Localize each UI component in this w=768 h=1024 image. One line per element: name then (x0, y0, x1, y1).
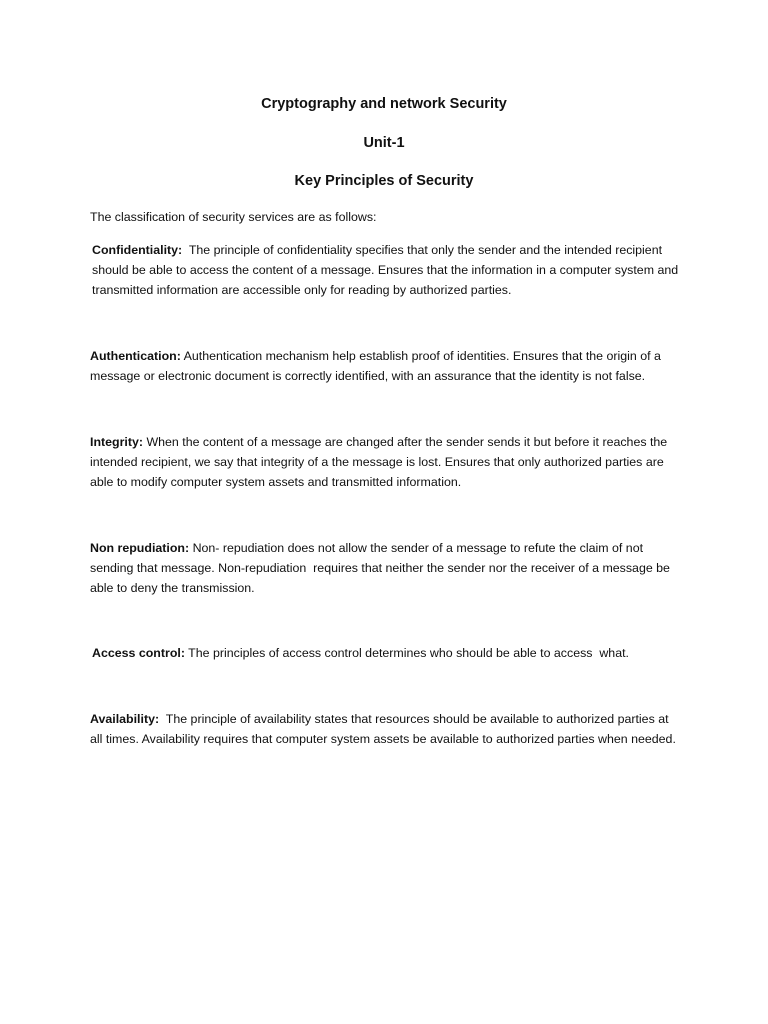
definition-access-control: The principles of access control determines who should be able to access what. (184, 646, 629, 660)
term-confidentiality: Confidentiality: (92, 243, 183, 257)
term-access-control: Access control: (92, 646, 185, 660)
definition-non-repudiation: Non- repudiation does not allow the sender of a message to refute the claim of not sending that message. Non-repudiation requires that neither the sender nor the receiver of a message be able to deny the transmission. (90, 541, 674, 595)
term-non-repudiation: Non repudiation: (90, 541, 190, 555)
definition-integrity: When the content of a message are changed after the sender sends it but before it reaches the intended recipient, we say that integrity of a the message is lost. Ensures that only authorized parties are able to modify computer system assets and transmitted information. (90, 435, 671, 489)
term-integrity: Integrity: (90, 435, 144, 449)
term-availability: Availability: (90, 712, 160, 726)
term-authentication: Authentication: (90, 349, 181, 363)
paragraph-integrity (90, 432, 684, 492)
paragraph-availability (90, 709, 684, 749)
definition-confidentiality: The principle of confidentiality specifies that only the sender and the intended recipient should be able to access the content of a message. Ensures that the information in a computer system and transmitted information are accessible only for reading by authorized parties. (92, 243, 682, 297)
paragraph-access-control (92, 643, 686, 663)
intro-text: The classification of security services are as follows: (90, 210, 377, 224)
paragraph-non-repudiation (90, 538, 684, 598)
definition-availability: The principle of availability states that resources should be available to authorized parties at all times. Availability requires that computer system assets be available to authorized parties when needed. (90, 712, 676, 746)
section-heading: Key Principles of Security (294, 173, 474, 189)
definition-authentication: Authentication mechanism help establish proof of identities. Ensures that the origin of a message or electronic document is correctly identified, with an assurance that the identity is not false. (90, 349, 665, 383)
paragraph-authentication (90, 346, 684, 386)
paragraph-confidentiality (92, 240, 686, 300)
document-title: Cryptography and network Security (261, 96, 507, 112)
unit-heading: Unit-1 (363, 135, 405, 151)
